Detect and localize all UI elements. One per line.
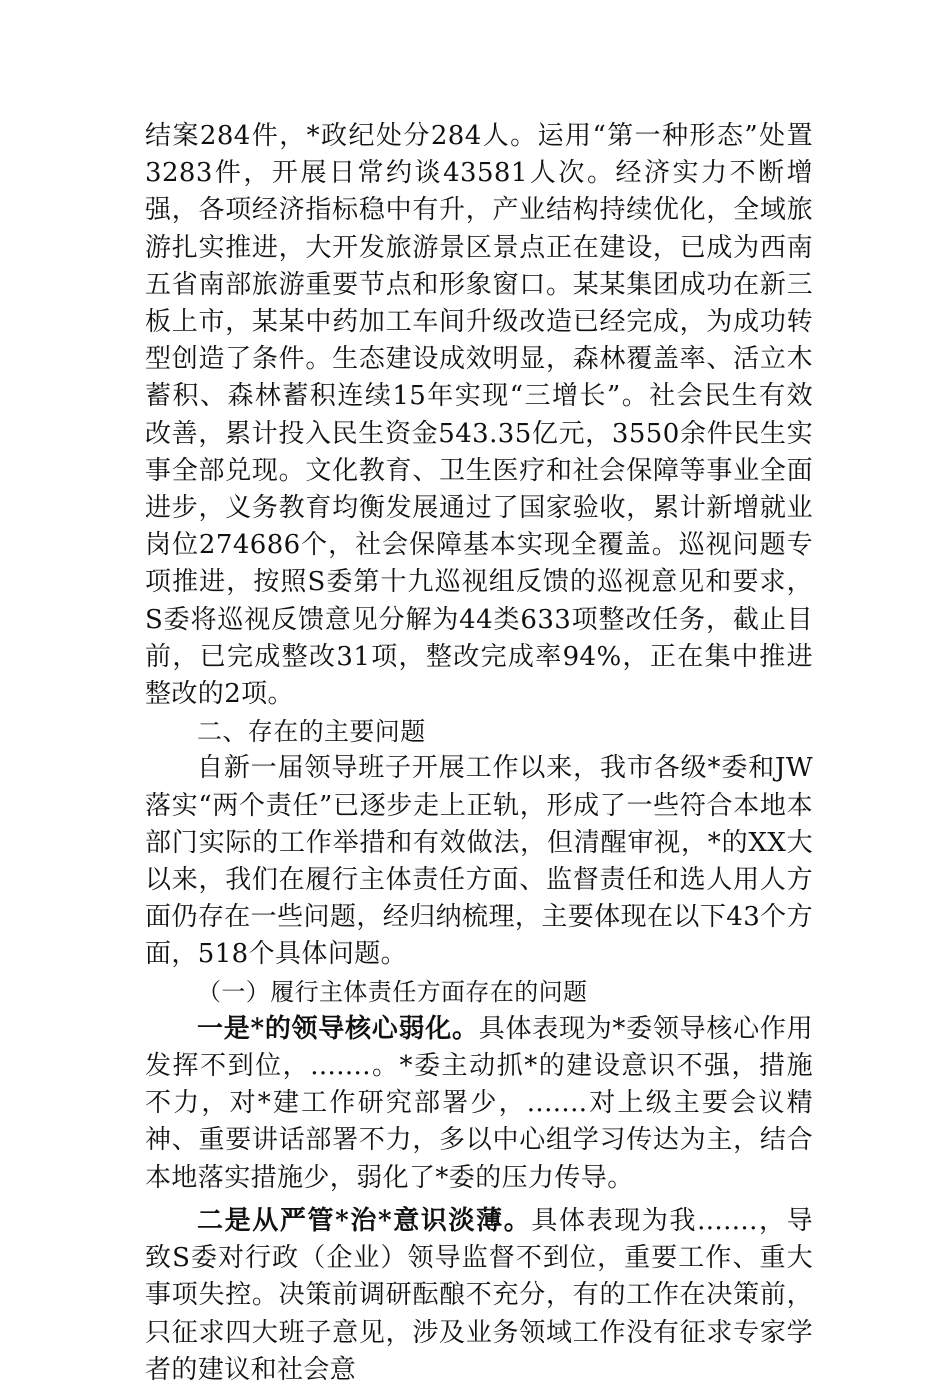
item-2-text: 具体表现为我.......，导致S委对行政（企业）领导监督不到位，重要工作、重大事项失控。决策前调研酝酿不充分，有的工作在决策前，只征求四大班子意见，涉及业务领域工作没有征求专家学者的建议和社会意 (145, 1205, 813, 1385)
paragraph-problems-overview: 自新一届领导班子开展工作以来，我市各级*委和JW落实“两个责任”已逐步走上正轨，形成了一些符合本地本部门实际的工作举措和有效做法，但清醒审视，*的XX大以来，我们在履行主体责任方面、监督责任和选人用人方面仍存在一些问题，经归纳梳理，主要体现在以下43个方面，518个具体问题。 (145, 753, 813, 970)
paragraph-item-2 (145, 1203, 813, 1389)
item-1-title: 一是*的领导核心弱化。 (197, 1013, 479, 1044)
item-2-title: 二是从严管*治*意识淡薄。 (197, 1205, 532, 1236)
subsection-heading-main-responsibility: （一）履行主体责任方面存在的问题 (197, 977, 588, 1006)
item-1-text: 具体表现为*委领导核心作用发挥不到位，.......。*委主动抓*的建设意识不强，措施不力，对*建工作研究部署少，.......对上级主要会议精神、重要讲话部署不力，多以中心组学习传达为主，结合本地落实措施少，弱化了*委的压力传导。 (145, 1013, 814, 1193)
document-body (145, 118, 813, 1389)
section-heading-main-problems: 二、存在的主要问题 (197, 717, 426, 747)
paragraph-item-1 (145, 1011, 813, 1197)
paragraph-achievements: 结案284件，*政纪处分284人。运用“第一种形态”处置3283件，开展日常约谈43581人次。经济实力不断增强，各项经济指标稳中有升，产业结构持续优化，全域旅游扎实推进，大开发旅游景区景点正在建设，已成为西南五省南部旅游重要节点和形象窗口。某某集团成功在新三板上市，某某中药加工车间升级改造已经完成，为成功转型创造了条件。生态建设成效明显，森林覆盖率、活立木蓄积、森林蓄积连续15年实现“三增长”。社会民生有效改善，累计投入民生资金543.35亿元，3550余件民生实事全部兑现。文化教育、卫生医疗和社会保障等事业全面进步，义务教育均衡发展通过了国家验收，累计新增就业岗位274686个，社会保障基本实现全覆盖。巡视问题专项推进，按照S委第十九巡视组反馈的巡视意见和要求，S委将巡视反馈意见分解为44类633项整改任务，截止目前，已完成整改31项，整改完成率94%，正在集中推进整改的2项。 (145, 121, 813, 710)
